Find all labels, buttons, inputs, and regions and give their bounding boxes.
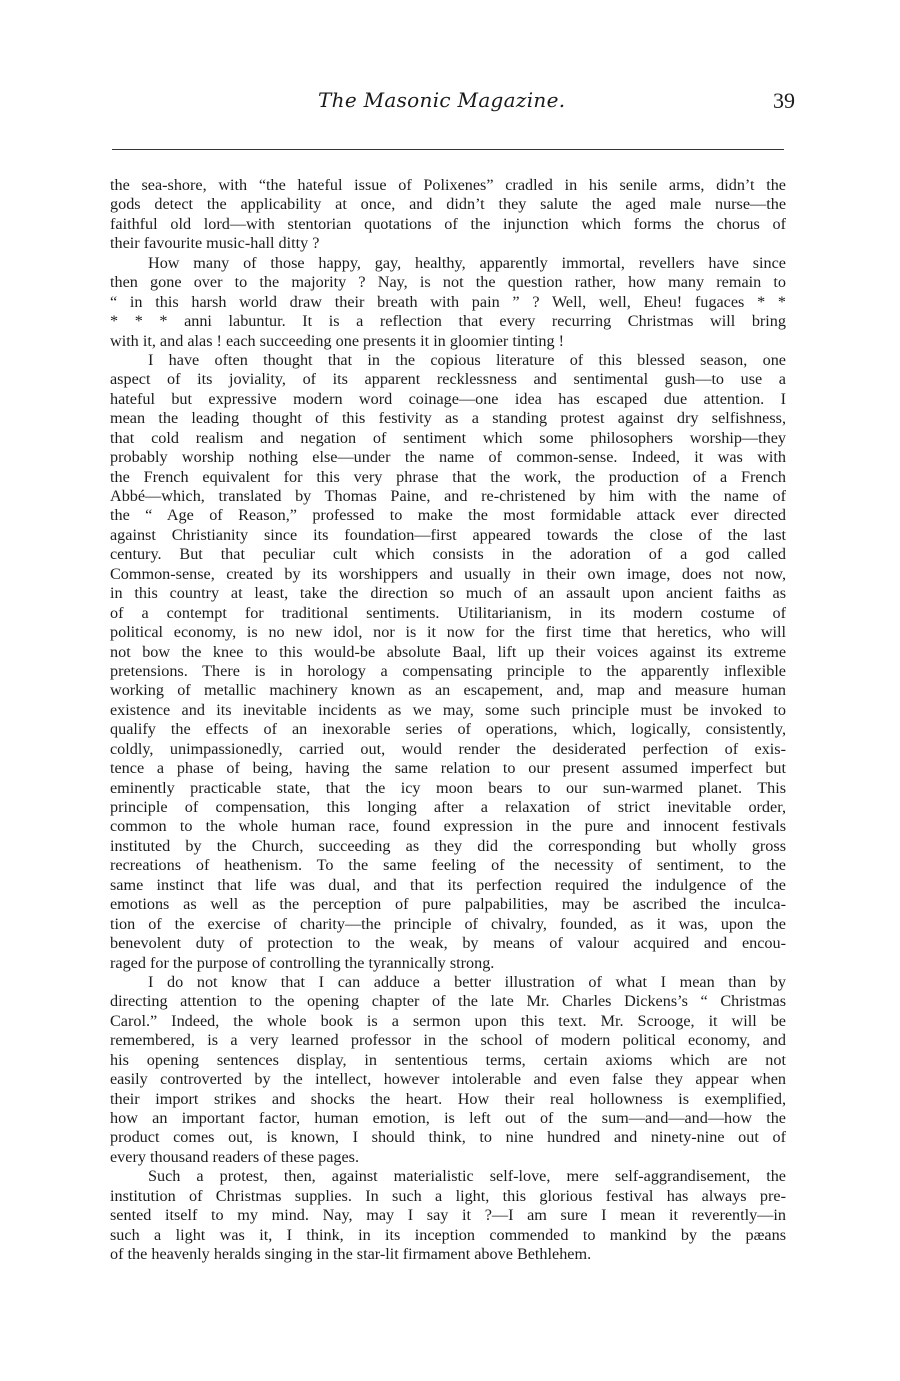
text-line: mean the leading thought of this festivity as a standing protest against dry selfishness, bbox=[110, 409, 786, 428]
text-line: Carol.” Indeed, the whole book is a sermon upon this text. Mr. Scrooge, it will be bbox=[110, 1011, 786, 1030]
text-line: pretensions. There is in horology a compensating principle to the apparently inflexible bbox=[110, 661, 786, 680]
paragraph bbox=[110, 176, 786, 254]
text-line: tence a phase of being, having the same relation to our present assumed imperfect but bbox=[110, 759, 786, 778]
text-line: that cold realism and negation of sentiment which some philosophers worship—they bbox=[110, 428, 786, 447]
text-line: remembered, is a very learned professor in the school of modern political economy, and bbox=[110, 1031, 786, 1050]
header-rule bbox=[112, 149, 784, 150]
text-line: working of metallic machinery known as an escapement, and, map and measure human bbox=[110, 681, 786, 700]
paragraph bbox=[110, 254, 786, 351]
paragraph bbox=[110, 351, 786, 973]
paragraph bbox=[110, 1167, 786, 1264]
text-line: emotions as well as the perception of pure palpabilities, may be ascribed the inculca- bbox=[110, 895, 786, 914]
text-line: Abbé—which, translated by Thomas Paine, and re-christened by him with the name of bbox=[110, 487, 786, 505]
text-line: product comes out, is known, I should think, to nine hundred and ninety-nine out of bbox=[110, 1128, 786, 1147]
text-line: recreations of heathenism. To the same feeling of the necessity of sentiment, to the bbox=[110, 856, 786, 875]
text-line: the French equivalent for this very phrase that the work, the production of a French bbox=[110, 467, 786, 486]
text-line: I do not know that I can adduce a better illustration of what I mean than by bbox=[148, 972, 786, 991]
text-line: tion of the exercise of charity—the principle of chivalry, founded, as it was, upon the bbox=[110, 914, 786, 933]
text-line: instituted by the Church, succeeding as they did the corresponding but wholly gross bbox=[110, 836, 786, 855]
text-line: “ in this harsh world draw their breath with pain ” ? Well, well, Eheu! fugaces * * bbox=[110, 292, 786, 311]
text-line: Common-sense, created by its worshippers and usually in their own image, does not now, bbox=[110, 564, 786, 583]
text-line: benevolent duty of protection to the weak, by means of valour acquired and encou- bbox=[110, 934, 786, 953]
text-line: how an important factor, human emotion, is left out of the sum—and—and—how the bbox=[110, 1109, 786, 1127]
text-line: I have often thought that in the copious literature of this blessed season, one bbox=[148, 350, 786, 369]
text-line: same instinct that life was dual, and that its perfection required the indulgence of the bbox=[110, 875, 786, 894]
text-line: existence and its inevitable incidents as we may, some such principle must be invoked to bbox=[110, 700, 786, 719]
text-line: not bow the knee to this would-be absolute Baal, lift up their voices against its extreme bbox=[110, 642, 786, 661]
text-line: faithful old lord—with stentorian quotations of the injunction which forms the chorus of bbox=[110, 214, 786, 233]
text-line: then gone over to the majority ? Nay, is not the question rather, how many remain to bbox=[110, 273, 786, 292]
text-line: such a light was it, I think, in its inception commended to mankind by the pæans bbox=[110, 1225, 786, 1244]
text-line: century. But that peculiar cult which consists in the adoration of a god called bbox=[110, 545, 786, 564]
text-line: hateful but expressive modern word coinage—one idea has escaped due attention. I bbox=[110, 389, 786, 408]
text-line: coldly, unimpassionedly, carried out, would render the desiderated perfection of exis- bbox=[110, 739, 786, 758]
text-line: Such a protest, then, against materialistic self-love, mere self-aggrandisement, the bbox=[148, 1167, 786, 1186]
text-line: every thousand readers of these pages. bbox=[110, 1147, 360, 1166]
text-line: common to the whole human race, found expression in the pure and innocent festivals bbox=[110, 817, 786, 836]
text-line: in this country at least, take the direction so much of an assault upon ancient faiths as bbox=[110, 584, 786, 603]
text-line: their favourite music-hall ditty ? bbox=[110, 234, 320, 253]
text-line: against Christianity since its foundation—first appeared towards the close of the last bbox=[110, 525, 786, 544]
text-line: principle of compensation, this longing after a relaxation of strict inevitable order, bbox=[110, 798, 786, 816]
text-line: the sea-shore, with “the hateful issue of Polixenes” cradled in his senile arms, didn’t the bbox=[110, 176, 786, 194]
text-line: of a contempt for traditional sentiments. Utilitarianism, in its modern costume of bbox=[110, 603, 786, 622]
text-line: with it, and alas ! each succeeding one presents it in gloomier tinting ! bbox=[110, 331, 565, 350]
text-line: raged for the purpose of controlling the tyrannically strong. bbox=[110, 953, 495, 972]
text-line: the “ Age of Reason,” professed to make the most formidable attack ever directed bbox=[110, 506, 786, 525]
running-head bbox=[110, 88, 795, 118]
text-line: directing attention to the opening chapter of the late Mr. Charles Dickens’s “ Christmas bbox=[110, 992, 786, 1011]
text-line: How many of those happy, gay, healthy, apparently immortal, revellers have since bbox=[148, 253, 786, 272]
magazine-title: The Masonic Magazine. bbox=[318, 88, 566, 112]
text-line: institution of Christmas supplies. In such a light, this glorious festival has always pre- bbox=[110, 1186, 786, 1205]
text-line: qualify the effects of an inexorable series of operations, which, logically, consistently, bbox=[110, 720, 786, 739]
article-body bbox=[110, 176, 786, 1265]
text-line: gods detect the applicability at once, and didn’t they salute the aged male nurse—the bbox=[110, 195, 786, 214]
text-line: sented itself to my mind. Nay, may I say it ?—I am sure I mean it reverently—in bbox=[110, 1206, 786, 1225]
text-line: of the heavenly heralds singing in the star-lit firmament above Bethlehem. bbox=[110, 1245, 592, 1264]
text-line: * * * anni labuntur. It is a reflection that every recurring Christmas will bring bbox=[110, 312, 786, 331]
paragraph bbox=[110, 973, 786, 1167]
text-line: political economy, is no new idol, nor is it now for the first time that heretics, who will bbox=[110, 623, 786, 642]
page-number: 39 bbox=[773, 88, 795, 113]
text-line: eminently practicable state, that the icy moon bears to our sun-warmed planet. This bbox=[110, 778, 786, 797]
text-line: aspect of its joviality, of its apparent recklessness and sentimental gush—to use a bbox=[110, 370, 786, 389]
text-line: probably worship nothing else—under the name of common-sense. Indeed, it was with bbox=[110, 448, 786, 467]
text-line: his opening sentences display, in sententious terms, certain axioms which are not bbox=[110, 1050, 786, 1069]
text-line: their import strikes and shocks the heart. How their real hollowness is exemplified, bbox=[110, 1089, 786, 1108]
text-line: easily controverted by the intellect, however intolerable and even false they appear when bbox=[110, 1070, 786, 1089]
